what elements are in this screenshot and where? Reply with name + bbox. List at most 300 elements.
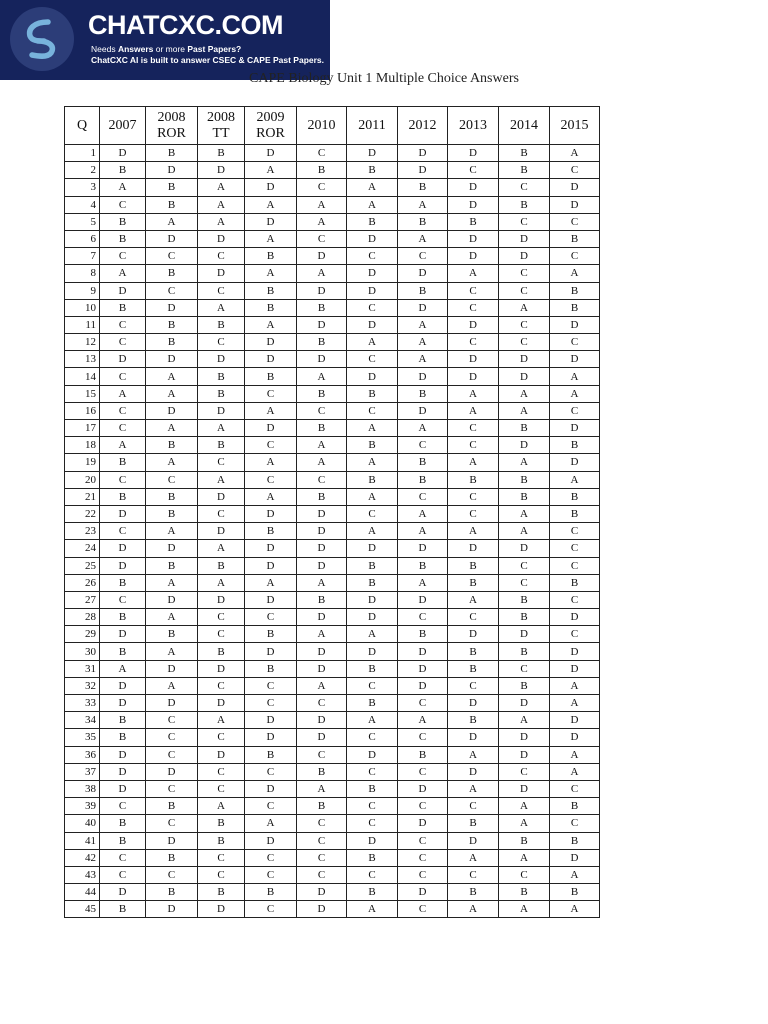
answer-cell: A [297, 213, 347, 230]
answer-cell: B [448, 574, 499, 591]
answer-cell: D [550, 179, 600, 196]
table-row [65, 299, 600, 316]
answer-cell: B [146, 505, 198, 522]
answer-cell: B [146, 626, 198, 643]
answer-cell: C [347, 351, 398, 368]
answer-cell: C [448, 299, 499, 316]
answer-cell: D [448, 763, 499, 780]
answer-cell: D [347, 609, 398, 626]
table-row [65, 351, 600, 368]
answer-cell: B [146, 145, 198, 162]
question-number-cell: 11 [65, 316, 100, 333]
table-row [65, 729, 600, 746]
answer-cell: C [398, 832, 448, 849]
answer-cell: D [297, 712, 347, 729]
answer-cell: B [146, 179, 198, 196]
answer-cell: C [550, 213, 600, 230]
table-row [65, 334, 600, 351]
answer-cell: A [550, 677, 600, 694]
table-row [65, 437, 600, 454]
answer-cell: A [297, 780, 347, 797]
answer-cell: C [398, 729, 448, 746]
answer-cell: D [146, 299, 198, 316]
answer-cell: D [198, 402, 245, 419]
answer-cell: C [198, 849, 245, 866]
answer-cell: D [245, 351, 297, 368]
answer-cell: A [499, 454, 550, 471]
answer-cell: D [100, 884, 146, 901]
answer-cell: C [198, 729, 245, 746]
answer-cell: A [100, 179, 146, 196]
answer-cell: C [398, 609, 448, 626]
answer-cell: A [297, 437, 347, 454]
answer-cell: A [146, 609, 198, 626]
answer-cell: A [398, 334, 448, 351]
answer-cell: B [198, 884, 245, 901]
answer-cell: C [499, 179, 550, 196]
answer-cell: B [347, 780, 398, 797]
answer-cell: C [100, 798, 146, 815]
answer-cell: C [398, 763, 448, 780]
answer-cell: B [100, 609, 146, 626]
answer-cell: C [245, 609, 297, 626]
answer-cell: A [146, 368, 198, 385]
answer-cell: B [245, 523, 297, 540]
question-number-cell: 31 [65, 660, 100, 677]
answer-cell: D [100, 626, 146, 643]
question-number-cell: 20 [65, 471, 100, 488]
answer-cell: C [550, 540, 600, 557]
answer-cell: D [297, 505, 347, 522]
answer-cell: D [198, 523, 245, 540]
answer-cell: C [146, 746, 198, 763]
answer-cell: D [398, 780, 448, 797]
answer-cell: C [146, 815, 198, 832]
answer-cell: D [297, 643, 347, 660]
answer-cell: B [398, 282, 448, 299]
answer-cell: B [297, 488, 347, 505]
answer-cell: A [398, 523, 448, 540]
answer-cell: A [550, 265, 600, 282]
answer-cell: A [146, 523, 198, 540]
answer-cell: B [398, 454, 448, 471]
answer-cell: A [100, 660, 146, 677]
answer-cell: D [499, 351, 550, 368]
answer-cell: C [245, 763, 297, 780]
answer-cell: C [100, 196, 146, 213]
answer-cell: D [297, 729, 347, 746]
answer-cell: D [550, 316, 600, 333]
answer-cell: D [398, 368, 448, 385]
answer-cell: A [499, 505, 550, 522]
question-number-cell: 43 [65, 866, 100, 883]
answer-cell: A [347, 901, 398, 918]
answer-cell: A [499, 385, 550, 402]
answer-cell: C [198, 626, 245, 643]
answer-cell: C [448, 488, 499, 505]
answer-cell: A [448, 901, 499, 918]
answer-cell: D [146, 695, 198, 712]
answer-cell: B [550, 505, 600, 522]
brand-name: CHATCXC.COM [88, 10, 283, 40]
answer-cell: A [347, 712, 398, 729]
answer-cell: B [347, 574, 398, 591]
question-number-cell: 17 [65, 420, 100, 437]
answer-cell: D [245, 213, 297, 230]
answer-cell: D [499, 230, 550, 247]
answer-cell: C [550, 557, 600, 574]
answer-cell: A [347, 626, 398, 643]
answer-cell: D [100, 145, 146, 162]
answer-cell: B [297, 798, 347, 815]
answer-cell: D [347, 643, 398, 660]
answer-cell: C [347, 866, 398, 883]
answer-cell: B [100, 488, 146, 505]
answer-cell: A [347, 488, 398, 505]
answer-cell: B [198, 815, 245, 832]
answer-cell: B [100, 815, 146, 832]
answer-cell: B [146, 884, 198, 901]
answer-cell: C [100, 402, 146, 419]
answer-cell: B [146, 488, 198, 505]
answer-cell: B [297, 162, 347, 179]
answer-cell: C [398, 437, 448, 454]
answer-cell: A [297, 265, 347, 282]
answer-cell: C [398, 901, 448, 918]
answer-cell: D [550, 712, 600, 729]
answer-cell: D [100, 282, 146, 299]
answer-cell: D [198, 265, 245, 282]
answer-cell: C [550, 780, 600, 797]
answer-cell: A [245, 230, 297, 247]
answer-cell: A [499, 798, 550, 815]
answer-cell: A [347, 420, 398, 437]
question-number-cell: 40 [65, 815, 100, 832]
chatcxc-banner[interactable] [0, 0, 330, 80]
answer-cell: B [245, 368, 297, 385]
answer-cell: C [398, 695, 448, 712]
table-row [65, 265, 600, 282]
answer-cell: A [347, 454, 398, 471]
answer-cell: B [448, 712, 499, 729]
answer-cell: C [297, 471, 347, 488]
table-row [65, 523, 600, 540]
answer-cell: A [245, 574, 297, 591]
table-row [65, 213, 600, 230]
answer-cell: C [146, 712, 198, 729]
answer-cell: C [245, 437, 297, 454]
answer-cell: A [297, 196, 347, 213]
banner-tagline: Needs Answers or more Past Papers? [91, 44, 242, 54]
answer-cell: D [398, 643, 448, 660]
table-row [65, 574, 600, 591]
answer-cell: C [499, 574, 550, 591]
table-header-row [65, 107, 600, 145]
answer-cell: D [347, 230, 398, 247]
answer-cell: D [146, 402, 198, 419]
answer-cell: A [550, 901, 600, 918]
question-number-cell: 37 [65, 763, 100, 780]
answer-cell: D [146, 351, 198, 368]
answer-cell: A [499, 901, 550, 918]
answer-cell: D [297, 901, 347, 918]
answer-cell: C [448, 609, 499, 626]
question-number-cell: 22 [65, 505, 100, 522]
answer-cell: B [499, 832, 550, 849]
answer-cell: A [550, 385, 600, 402]
answer-cell: B [100, 213, 146, 230]
question-number-cell: 45 [65, 901, 100, 918]
answer-cell: D [146, 591, 198, 608]
answer-cell: D [146, 660, 198, 677]
answer-cell: D [448, 316, 499, 333]
answer-cell: B [550, 488, 600, 505]
answer-cell: C [100, 866, 146, 883]
answer-cell: B [550, 230, 600, 247]
answer-cell: B [499, 677, 550, 694]
table-row [65, 866, 600, 883]
answer-cell: D [398, 402, 448, 419]
answer-cell: C [550, 334, 600, 351]
answer-cell: B [499, 591, 550, 608]
answer-cell: C [198, 609, 245, 626]
answer-cell: B [297, 763, 347, 780]
answer-cell: D [398, 265, 448, 282]
answer-cell: B [448, 557, 499, 574]
answer-cell: C [448, 798, 499, 815]
answer-cell: B [499, 643, 550, 660]
answer-cell: A [146, 574, 198, 591]
year-column-header: 2011 [347, 107, 398, 145]
answer-cell: C [198, 763, 245, 780]
answer-cell: B [550, 884, 600, 901]
answer-cell: A [550, 695, 600, 712]
answer-cell: D [398, 299, 448, 316]
answer-cell: A [100, 385, 146, 402]
answer-cell: D [550, 849, 600, 866]
answer-cell: A [146, 385, 198, 402]
table-row [65, 402, 600, 419]
answer-cell: B [347, 695, 398, 712]
table-row [65, 609, 600, 626]
question-number-cell: 42 [65, 849, 100, 866]
answer-cell: D [550, 729, 600, 746]
answer-cell: C [100, 316, 146, 333]
answer-cell: D [550, 643, 600, 660]
answer-cell: B [100, 299, 146, 316]
document-title: CAPE Biology Unit 1 Multiple Choice Answers [249, 71, 519, 86]
answer-cell: A [198, 179, 245, 196]
answer-cell: C [198, 282, 245, 299]
question-column-header: Q [65, 107, 100, 145]
answer-cell: D [297, 540, 347, 557]
question-number-cell: 44 [65, 884, 100, 901]
answer-cell: C [499, 282, 550, 299]
answer-cell: D [499, 746, 550, 763]
question-number-cell: 8 [65, 265, 100, 282]
answer-cell: D [245, 780, 297, 797]
answer-cell: B [398, 179, 448, 196]
question-number-cell: 1 [65, 145, 100, 162]
answer-cell: A [398, 316, 448, 333]
answer-cell: B [347, 213, 398, 230]
answer-cell: B [398, 213, 448, 230]
answer-cell: A [245, 316, 297, 333]
answer-cell: B [198, 557, 245, 574]
answer-cell: B [448, 815, 499, 832]
answer-cell: D [297, 351, 347, 368]
answer-cell: B [550, 574, 600, 591]
answer-cell: C [398, 866, 448, 883]
answer-cell: D [297, 523, 347, 540]
answer-cell: B [550, 798, 600, 815]
answer-cell: B [550, 282, 600, 299]
answer-cell: B [245, 248, 297, 265]
answer-cell: B [347, 849, 398, 866]
answer-cell: D [398, 884, 448, 901]
answer-cell: A [347, 179, 398, 196]
answer-cell: A [398, 230, 448, 247]
answer-cell: C [100, 248, 146, 265]
answer-cell: C [100, 334, 146, 351]
answer-cell: C [550, 815, 600, 832]
answer-cell: D [146, 901, 198, 918]
answer-cell: D [347, 591, 398, 608]
answer-cell: A [398, 712, 448, 729]
answer-cell: B [198, 316, 245, 333]
answer-cell: D [297, 316, 347, 333]
chatcxc-logo-icon [8, 5, 76, 73]
question-number-cell: 4 [65, 196, 100, 213]
answer-cell: C [297, 179, 347, 196]
answer-cell: A [297, 368, 347, 385]
table-row [65, 248, 600, 265]
answer-cell: B [297, 385, 347, 402]
answer-cell: C [198, 454, 245, 471]
answers-table [64, 106, 600, 918]
table-row [65, 488, 600, 505]
answer-cell: D [297, 609, 347, 626]
answer-cell: B [448, 643, 499, 660]
answer-cell: C [550, 162, 600, 179]
answer-cell: C [347, 798, 398, 815]
table-row [65, 780, 600, 797]
question-number-cell: 10 [65, 299, 100, 316]
answer-cell: A [297, 574, 347, 591]
answer-cell: A [347, 196, 398, 213]
answer-cell: C [448, 162, 499, 179]
answer-cell: B [398, 385, 448, 402]
answer-cell: D [448, 832, 499, 849]
answer-cell: B [347, 385, 398, 402]
answer-cell: C [245, 677, 297, 694]
answer-cell: B [398, 471, 448, 488]
answer-cell: B [100, 643, 146, 660]
answer-cell: B [499, 162, 550, 179]
answer-cell: B [499, 884, 550, 901]
question-number-cell: 6 [65, 230, 100, 247]
answer-cell: A [499, 849, 550, 866]
answer-cell: C [245, 471, 297, 488]
answer-cell: D [550, 351, 600, 368]
answer-cell: B [100, 729, 146, 746]
answer-cell: C [398, 248, 448, 265]
answer-cell: B [448, 213, 499, 230]
question-number-cell: 26 [65, 574, 100, 591]
answer-cell: A [550, 763, 600, 780]
answer-cell: D [245, 179, 297, 196]
answer-cell: C [347, 763, 398, 780]
answer-cell: D [499, 248, 550, 265]
answer-cell: B [146, 849, 198, 866]
answer-cell: B [398, 626, 448, 643]
answer-cell: B [347, 557, 398, 574]
answer-cell: A [146, 213, 198, 230]
answer-cell: C [448, 505, 499, 522]
table-row [65, 145, 600, 162]
answer-cell: D [100, 540, 146, 557]
answer-cell: D [198, 230, 245, 247]
answer-cell: A [448, 385, 499, 402]
answer-cell: A [550, 145, 600, 162]
answer-cell: C [100, 523, 146, 540]
answer-cell: C [347, 402, 398, 419]
answer-cell: A [245, 162, 297, 179]
answer-cell: C [499, 316, 550, 333]
answer-cell: D [245, 420, 297, 437]
answer-cell: C [550, 523, 600, 540]
answer-cell: D [245, 334, 297, 351]
answer-cell: C [297, 815, 347, 832]
table-row [65, 901, 600, 918]
answer-cell: A [347, 523, 398, 540]
answer-cell: C [448, 282, 499, 299]
answer-cell: B [499, 145, 550, 162]
answer-cell: D [198, 591, 245, 608]
table-row [65, 591, 600, 608]
answer-cell: B [100, 832, 146, 849]
answer-cell: A [245, 265, 297, 282]
answer-cell: A [448, 402, 499, 419]
question-number-cell: 15 [65, 385, 100, 402]
answer-cell: B [297, 334, 347, 351]
answer-cell: D [297, 282, 347, 299]
answer-cell: D [499, 780, 550, 797]
answer-cell: D [146, 230, 198, 247]
question-number-cell: 5 [65, 213, 100, 230]
answer-cell: A [550, 746, 600, 763]
answer-cell: D [100, 746, 146, 763]
answer-cell: B [198, 385, 245, 402]
answer-cell: C [245, 866, 297, 883]
answer-cell: C [297, 832, 347, 849]
table-row [65, 196, 600, 213]
answer-cell: D [448, 626, 499, 643]
answer-cell: B [146, 316, 198, 333]
table-row [65, 282, 600, 299]
answer-cell: D [448, 695, 499, 712]
table-row [65, 540, 600, 557]
answer-cell: A [398, 420, 448, 437]
answer-cell: C [398, 849, 448, 866]
answer-cell: C [550, 402, 600, 419]
question-number-cell: 13 [65, 351, 100, 368]
answer-cell: C [245, 695, 297, 712]
year-column-header: 2013 [448, 107, 499, 145]
answer-cell: D [448, 248, 499, 265]
table-row [65, 643, 600, 660]
answer-cell: D [347, 316, 398, 333]
